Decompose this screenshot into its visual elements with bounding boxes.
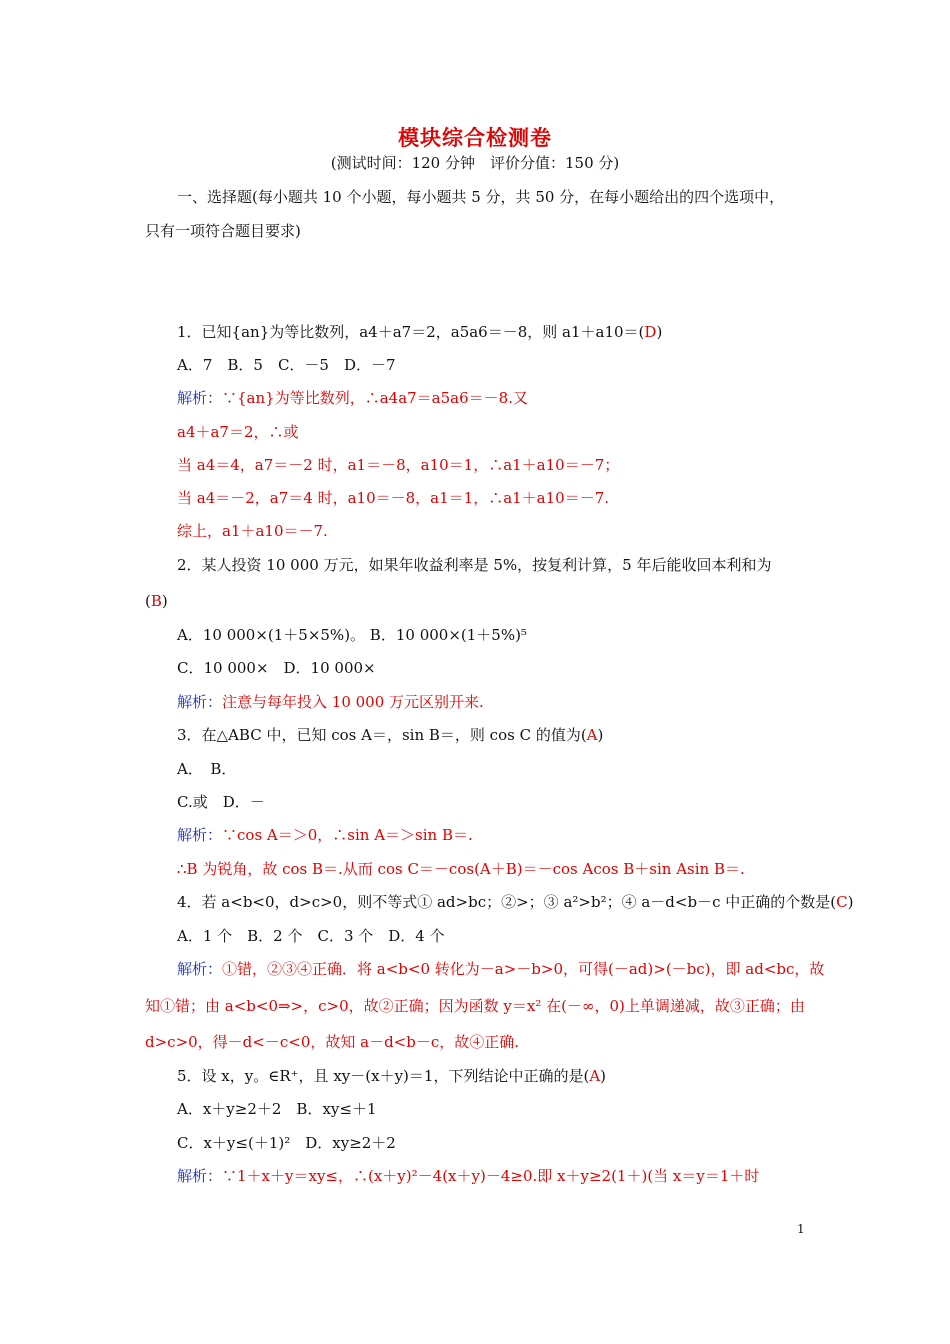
page-title: 模块综合检测卷 xyxy=(398,125,552,150)
question-5-close: ) xyxy=(600,1067,607,1085)
question-5-analysis xyxy=(177,1166,817,1186)
question-1-analysis-line: 当 a4＝4，a7＝－2 时，a1＝－8，a10＝1，∴a1＋a10＝－7； xyxy=(177,456,620,474)
page-number: 1 xyxy=(797,1222,805,1236)
question-4-close: ) xyxy=(847,893,854,911)
analysis-text: ∵{an}为等比数列，∴a4a7＝a5a6＝－8.又 xyxy=(222,389,528,407)
question-5-answer: A xyxy=(589,1067,601,1085)
page-subtitle: (测试时间：120 分钟 评价分值：150 分) xyxy=(330,154,620,172)
question-5-text: 5．设 x，y。∈R⁺，且 xy－(x＋y)＝1，下列结论中正确的是( xyxy=(177,1067,590,1085)
question-3-text: 3．在△ABC 中，已知 cos A＝，sin B＝，则 cos C 的值为( xyxy=(177,726,587,744)
question-4-stem xyxy=(177,892,854,912)
question-4-text: 4．若 a<b<0，d>c>0，则不等式① ad>bc；②>；③ a²>b²；④ a－d<b－c 中正确的个数是( xyxy=(177,893,837,911)
question-4-analysis xyxy=(177,959,825,979)
question-4-analysis-line: 知①错；由 a<b<0⇒>，c>0，故②正确；因为函数 y＝x² 在(－∞，0)上单调递减，故③正确；由 xyxy=(145,997,805,1015)
question-1-analysis-line: a4＋a7＝2，∴或 xyxy=(177,423,299,441)
question-2-open: ( xyxy=(145,592,151,610)
section-heading-continued: 只有一项符合题目要求) xyxy=(145,222,301,240)
question-1-text: 1．已知{an}为等比数列，a4＋a7＝2，a5a6＝－8，则 a1＋a10＝( xyxy=(177,323,645,341)
question-2-options: A．10 000×(1＋5×5%)。 B．10 000×(1＋5%)⁵ xyxy=(177,626,527,644)
question-1-analysis-line: 综上，a1＋a10＝－7. xyxy=(177,522,328,540)
analysis-label: 解析： xyxy=(177,960,223,978)
question-3-analysis xyxy=(177,825,817,845)
analysis-label: 解析： xyxy=(177,826,223,844)
question-2-answer-line xyxy=(145,591,815,611)
question-1-analysis xyxy=(177,388,817,408)
question-1-answer: D xyxy=(644,323,657,341)
question-1-options: A．7 B．5 C．－5 D．－7 xyxy=(177,356,396,374)
question-5-stem xyxy=(177,1066,817,1086)
question-1-stem xyxy=(177,322,817,342)
question-3-stem xyxy=(177,725,817,745)
question-3-analysis-line: ∴B 为锐角，故 cos B＝.从而 cos C＝－cos(A＋B)＝－cos Acos B＋sin Asin B＝. xyxy=(177,860,745,878)
question-3-close: ) xyxy=(597,726,604,744)
question-2-answer: B xyxy=(150,592,162,610)
question-4-answer: C xyxy=(836,893,848,911)
question-2-analysis xyxy=(177,692,817,712)
analysis-text: ①错，②③④正确．将 a<b<0 转化为－a>－b>0，可得(－ad)>(－bc)，即 ad<bc，故 xyxy=(222,960,825,978)
analysis-label: 解析： xyxy=(177,693,223,711)
question-3-options: A． B． xyxy=(177,760,237,778)
question-4-options: A．1 个 B．2 个 C．3 个 D．4 个 xyxy=(177,927,445,945)
analysis-text: ∵cos A＝＞0，∴sin A＝＞sin B＝. xyxy=(222,826,473,844)
section-heading: 一、选择题(每小题共 10 个小题，每小题共 5 分，共 50 分，在每小题给出的四个选项中， xyxy=(177,188,785,206)
question-1-analysis-line: 当 a4＝－2，a7＝4 时，a10＝－8，a1＝1，∴a1＋a10＝－7. xyxy=(177,489,610,507)
question-2-close: ) xyxy=(161,592,168,610)
question-1-close: ) xyxy=(656,323,663,341)
analysis-text: 注意与每年投入 10 000 万元区别开来. xyxy=(222,693,484,711)
analysis-label: 解析： xyxy=(177,389,223,407)
question-4-analysis-line: d>c>0，得－d<－c<0，故知 a－d<b－c，故④正确. xyxy=(145,1033,520,1051)
question-2-stem: 2．某人投资 10 000 万元，如果年收益利率是 5%，按复利计算，5 年后能收回本利和为 xyxy=(177,556,772,574)
question-3-answer: A xyxy=(586,726,598,744)
question-5-options: C．x＋y≤(＋1)² D．xy≥2＋2 xyxy=(177,1134,396,1152)
question-5-options: A．x＋y≥2＋2 B．xy≤＋1 xyxy=(177,1100,377,1118)
analysis-label: 解析： xyxy=(177,1167,223,1185)
analysis-text: ∵1＋x＋y＝xy≤，∴(x＋y)²－4(x＋y)－4≥0.即 x＋y≥2(1＋)(当 x＝y＝1＋时 xyxy=(222,1167,760,1185)
question-3-options: C.或 D．－ xyxy=(177,793,265,811)
question-2-options: C．10 000× D．10 000× xyxy=(177,659,376,677)
